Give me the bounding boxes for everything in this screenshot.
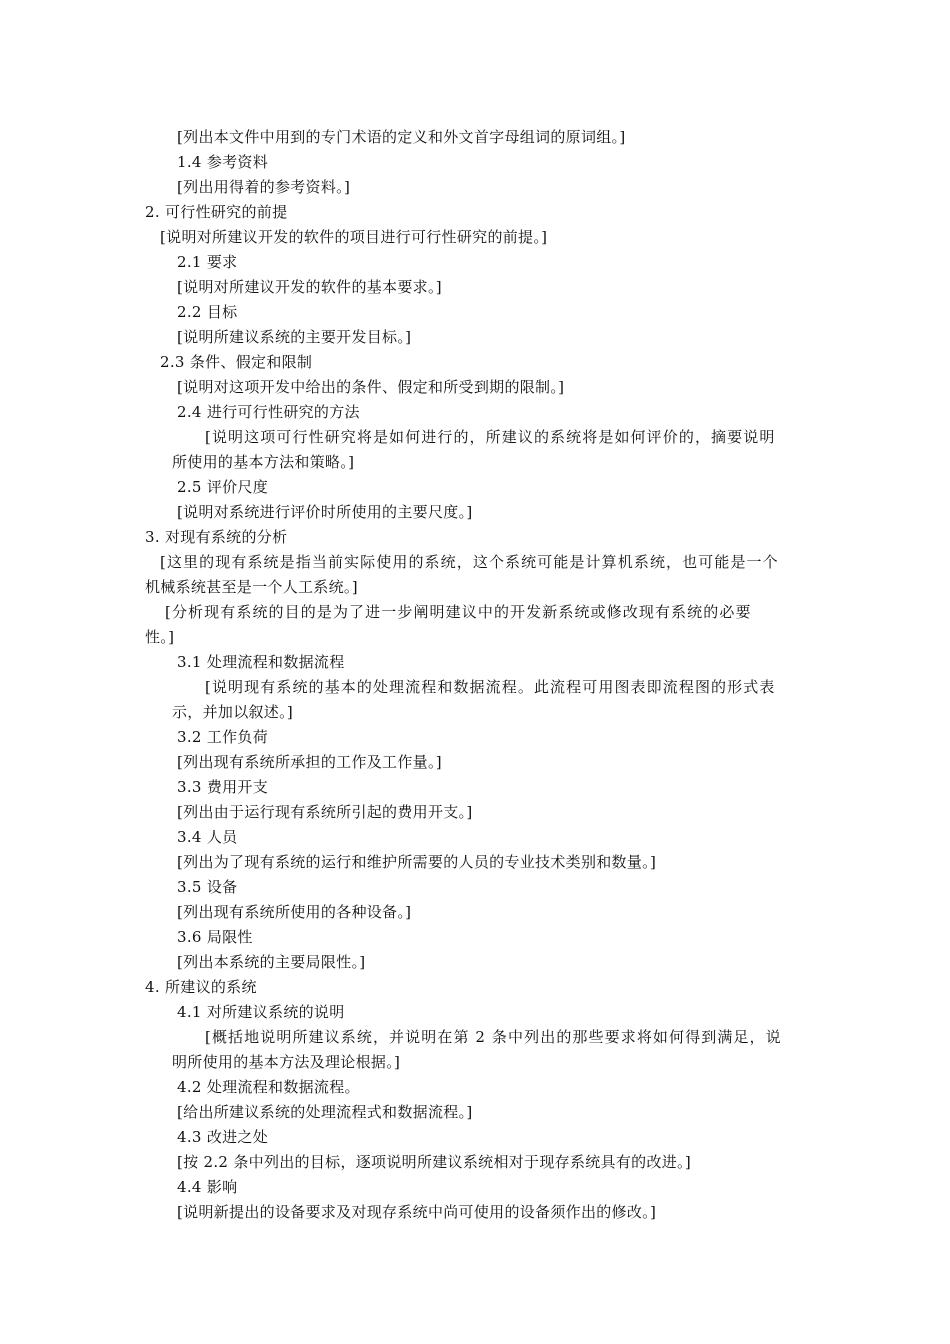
section-3-paragraph-2-line2: 性。]: [145, 628, 175, 646]
section-3-4-description: [列出为了现有系统的运行和维护所需要的人员的专业技术类别和数量。]: [177, 853, 657, 871]
section-2-1-description: [说明对所建议开发的软件的基本要求。]: [177, 278, 442, 296]
section-2-2-description: [说明所建议系统的主要开发目标。]: [177, 328, 412, 346]
section-4-2-description: [给出所建议系统的处理流程式和数据流程。]: [177, 1103, 473, 1121]
section-3-1-description-line2: 示，并加以叙述。]: [172, 703, 294, 721]
section-3-1-description-line1: [说明现有系统的基本的处理流程和数据流程。此流程可用图表即流程图的形式表: [205, 678, 776, 696]
section-2-4-heading: 2.4 进行可行性研究的方法: [177, 403, 360, 421]
section-3-3-description: [列出由于运行现有系统所引起的费用开支。]: [177, 803, 473, 821]
section-2-4-description-line2: 所使用的基本方法和策略。]: [172, 453, 355, 471]
section-3-5-heading: 3.5 设备: [177, 878, 238, 896]
section-2-1-heading: 2.1 要求: [177, 253, 238, 271]
section-4-4-description: [说明新提出的设备要求及对现存系统中尚可使用的设备须作出的修改。]: [177, 1203, 657, 1221]
section-2-3-heading: 2.3 条件、假定和限制: [160, 353, 313, 371]
section-4-heading: 4. 所建议的系统: [145, 978, 257, 996]
section-3-paragraph-2-line1: [分析现有系统的目的是为了进一步阐明建议中的开发新系统或修改现有系统的必要: [165, 603, 752, 621]
section-2-4-description-line1: [说明这项可行性研究将是如何进行的，所建议的系统将是如何评价的，摘要说明: [205, 428, 776, 446]
section-3-2-description: [列出现有系统所承担的工作及工作量。]: [177, 753, 442, 771]
section-3-paragraph-1-line1: [这里的现有系统是指当前实际使用的系统，这个系统可能是计算机系统，也可能是一个: [160, 553, 779, 571]
section-3-2-heading: 3.2 工作负荷: [177, 728, 269, 746]
section-4-3-description: [按 2.2 条中列出的目标，逐项说明所建议系统相对于现存系统具有的改进。]: [177, 1153, 691, 1171]
section-3-paragraph-1-line2: 机械系统甚至是一个人工系统。]: [145, 578, 358, 596]
section-2-5-heading: 2.5 评价尺度: [177, 478, 269, 496]
section-3-6-description: [列出本系统的主要局限性。]: [177, 953, 366, 971]
section-2-5-description: [说明对系统进行评价时所使用的主要尺度。]: [177, 503, 473, 521]
section-3-1-heading: 3.1 处理流程和数据流程: [177, 653, 345, 671]
section-1-3-description: [列出本文件中用到的专门术语的定义和外文首字母组词的原词组。]: [177, 128, 626, 146]
section-3-6-heading: 3.6 局限性: [177, 928, 253, 946]
section-2-3-description: [说明对这项开发中给出的条件、假定和所受到期的限制。]: [177, 378, 565, 396]
section-2-2-heading: 2.2 目标: [177, 303, 238, 321]
section-4-4-heading: 4.4 影响: [177, 1178, 238, 1196]
section-4-2-heading: 4.2 处理流程和数据流程。: [177, 1078, 360, 1096]
section-1-4-heading: 1.4 参考资料: [177, 153, 269, 171]
section-1-4-description: [列出用得着的参考资料。]: [177, 178, 351, 196]
section-3-3-heading: 3.3 费用开支: [177, 778, 269, 796]
section-3-5-description: [列出现有系统所使用的各种设备。]: [177, 903, 412, 921]
section-3-heading: 3. 对现有系统的分析: [145, 528, 288, 546]
section-4-1-heading: 4.1 对所建议系统的说明: [177, 1003, 345, 1021]
section-4-1-description-line2: 明所使用的基本方法及理论根据。]: [172, 1053, 401, 1071]
section-3-4-heading: 3.4 人员: [177, 828, 238, 846]
section-2-heading: 2. 可行性研究的前提: [145, 203, 288, 221]
section-4-1-description-line1: [概括地说明所建议系统，并说明在第 2 条中列出的那些要求将如何得到满足，说: [205, 1028, 782, 1046]
section-2-description: [说明对所建议开发的软件的项目进行可行性研究的前提。]: [160, 228, 548, 246]
section-4-3-heading: 4.3 改进之处: [177, 1128, 269, 1146]
